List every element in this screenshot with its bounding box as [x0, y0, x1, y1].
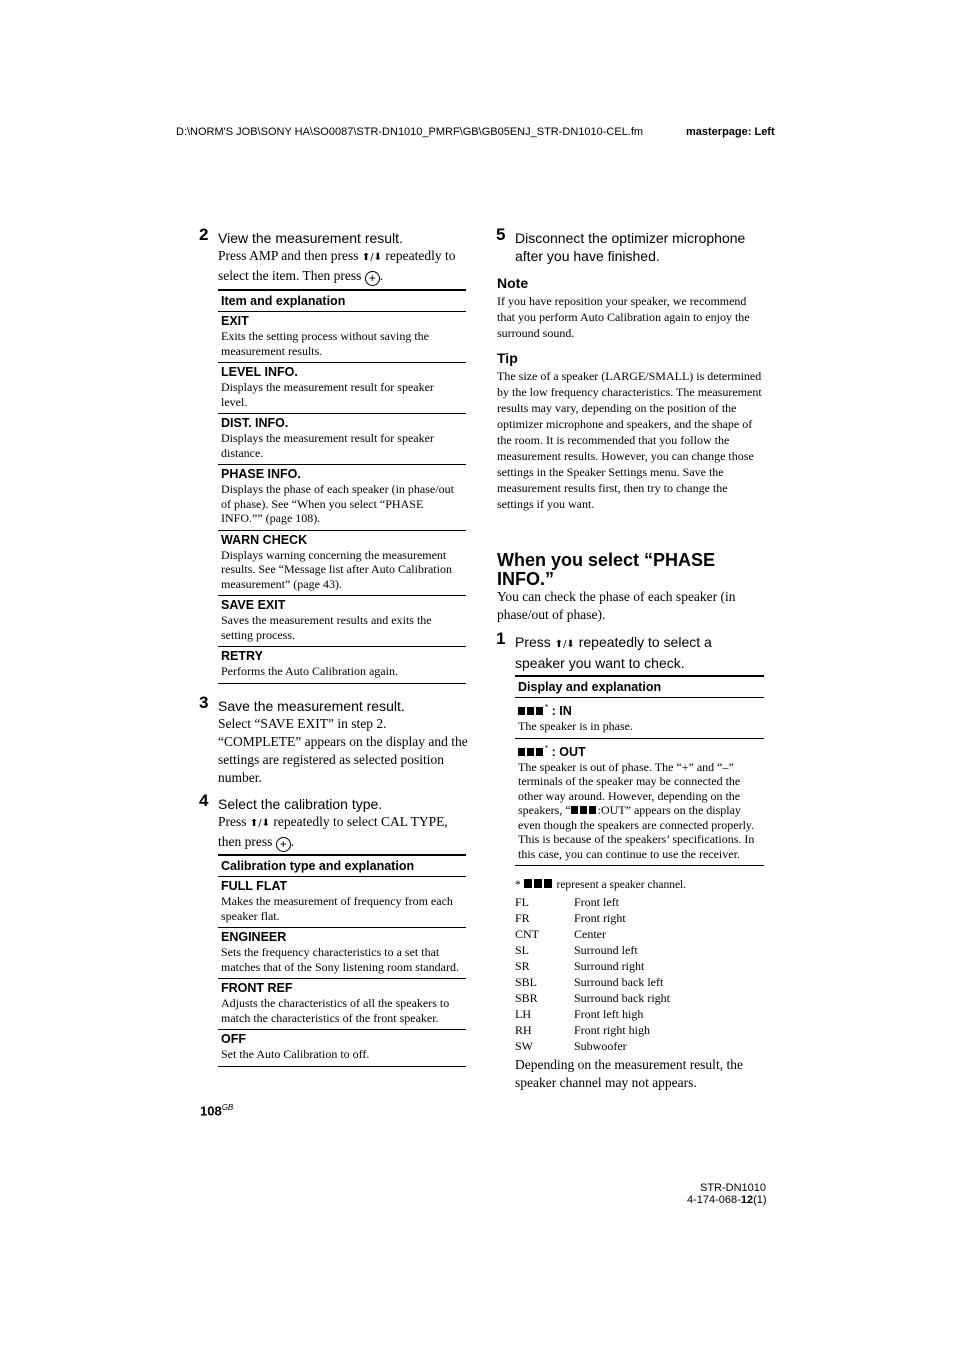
step-number: 3 [199, 693, 209, 712]
channel-name: Surround back right [574, 991, 670, 1005]
item-description: Sets the frequency characteristics to a set that matches that of the Sony listening room standard. [221, 945, 459, 974]
plus-circle-icon: + [276, 837, 291, 852]
item-explanation-table [218, 289, 466, 684]
channel-squares-icon [571, 803, 598, 817]
item-description: Displays the measurement result for speaker distance. [221, 431, 434, 460]
table-header: Display and explanation [515, 676, 764, 698]
step-5-title: 5 Disconnect the optimizer microphone after you have finished. [496, 225, 746, 264]
table-row [218, 596, 466, 647]
row-label-out: * : OUT [518, 741, 761, 760]
table-row [218, 312, 466, 363]
table-row [218, 647, 466, 684]
channel-name: Surround back left [574, 975, 664, 989]
up-down-arrow-icon: ⬆/⬇ [249, 818, 271, 829]
step-4-text: Press ⬆/⬇ repeatedly to select CAL TYPE, then press + . [218, 814, 448, 851]
phase-step-1: 1 Press ⬆/⬇ repeatedly to select a speaker you want to check. [496, 629, 712, 671]
item-name: FULL FLAT [221, 879, 288, 893]
masterpage-label: masterpage: Left [686, 126, 775, 138]
tip-heading: Tip [497, 350, 518, 366]
channel-abbr: LH [515, 1007, 531, 1021]
channel-abbr: CNT [515, 927, 539, 941]
up-down-arrow-icon: ⬆/⬇ [361, 252, 383, 263]
row-desc: The speaker is out of phase. The “+” and “–” terminals of the speaker may be connected the other way around. However, depending on the speakers, “ :OUT” appears on the display even though the speakers are connected properly. This is because of the speakers’ specifications. In this case, you can continue to use the receiver. [518, 759, 755, 861]
step-2-title: 2 View the measurement result. [199, 225, 403, 246]
row-label-in: * : IN [518, 700, 761, 719]
channel-name: Center [574, 927, 606, 941]
table-row [515, 738, 764, 866]
table-header: Item and explanation [218, 290, 466, 312]
item-name: LEVEL INFO. [221, 365, 298, 379]
table-row [218, 1030, 466, 1067]
legend-row [515, 1007, 755, 1023]
channel-name: Surround left [574, 943, 638, 957]
legend-row [515, 959, 755, 975]
phase-intro: You can check the phase of each speaker (in phase/out of phase). [497, 589, 736, 622]
item-description: Set the Auto Calibration to off. [221, 1047, 370, 1061]
table-row [218, 465, 466, 531]
channel-name: Front left high [574, 1007, 644, 1021]
step-number: 5 [496, 225, 506, 244]
item-name: SAVE EXIT [221, 598, 286, 612]
legend-row [515, 911, 755, 927]
item-name: EXIT [221, 314, 249, 328]
table-row [218, 530, 466, 596]
step-number: 2 [199, 225, 209, 244]
item-description: Saves the measurement results and exits the setting process. [221, 613, 432, 642]
legend-row [515, 991, 755, 1007]
file-path-header: D:\NORM'S JOB\SONY HA\SO0087\STR-DN1010_PMRF\GB\GB05ENJ_STR-DN1010-CEL.fm [176, 126, 644, 138]
channel-name: Front left [574, 895, 619, 909]
channel-legend [515, 895, 755, 1057]
channel-name: Front right [574, 911, 626, 925]
tip-text: The size of a speaker (LARGE/SMALL) is determined by the low frequency characteristics. The measurement results may vary, depending on the position of the optimizer microphone and speakers, and the shape of the room. It is recommended that you follow the measurement results. However, you can change those settings in the Speaker Settings menu. Save the measurement results first, then try to change the settings if you want. [497, 369, 762, 511]
table-header: Calibration type and explanation [218, 855, 466, 877]
legend-row [515, 1039, 755, 1055]
table-row [515, 698, 764, 739]
legend-row [515, 927, 755, 943]
item-name: DIST. INFO. [221, 416, 289, 430]
footnote: * represent a speaker channel. [515, 879, 687, 891]
step-2-text: Press AMP and then press ⬆/⬇ repeatedly to select the item. Then press + . [218, 248, 456, 285]
channel-name: Front right high [574, 1023, 651, 1037]
section-heading: When you select “PHASE INFO.” [497, 550, 716, 589]
channel-abbr: RH [515, 1023, 532, 1037]
calibration-type-table [218, 854, 466, 1067]
legend-row [515, 975, 755, 991]
closing-text: Depending on the measurement result, the speaker channel may not appears. [515, 1057, 743, 1090]
item-name: ENGINEER [221, 930, 287, 944]
channel-abbr: FR [515, 911, 530, 925]
channel-squares-icon [524, 879, 554, 891]
step-number: 4 [199, 791, 209, 810]
legend-row [515, 895, 755, 911]
item-description: Exits the setting process without saving the measurement results. [221, 329, 429, 358]
legend-row [515, 1023, 755, 1039]
table-row [218, 363, 466, 414]
channel-name: Subwoofer [574, 1039, 627, 1053]
step-4-title: 4 Select the calibration type. [199, 791, 383, 812]
table-row [218, 414, 466, 465]
row-desc: The speaker is in phase. [518, 719, 633, 734]
table-row [218, 979, 466, 1030]
item-name: OFF [221, 1032, 246, 1046]
step-3-text: Select “SAVE EXIT” in step 2. “COMPLETE” appears on the display and the settings are registered as selected position number. [218, 716, 468, 785]
channel-abbr: SBR [515, 991, 538, 1005]
channel-abbr: SL [515, 943, 530, 957]
item-name: WARN CHECK [221, 532, 308, 547]
item-description: Displays the phase of each speaker (in phase/out of phase). See “When you select “PHASE INFO.”” (page 108). [221, 482, 454, 525]
channel-abbr: FL [515, 895, 530, 909]
channel-squares-icon [518, 704, 545, 718]
note-heading: Note [497, 275, 529, 291]
item-description: Makes the measurement of frequency from each speaker flat. [221, 894, 453, 923]
channel-abbr: SR [515, 959, 530, 973]
item-description: Displays the measurement result for speaker level. [221, 380, 434, 409]
item-name: RETRY [221, 649, 263, 663]
item-name: FRONT REF [221, 981, 293, 995]
document-code: 4-174-068-12(1) [687, 1194, 767, 1206]
legend-row [515, 943, 755, 959]
up-down-arrow-icon: ⬆/⬇ [554, 639, 575, 650]
plus-circle-icon: + [365, 271, 380, 286]
channel-squares-icon [518, 745, 545, 759]
table-row [218, 928, 466, 979]
item-description: Adjusts the characteristics of all the speakers to match the characteristics of the front speaker. [221, 996, 450, 1025]
step-number: 1 [496, 629, 506, 648]
channel-name: Surround right [574, 959, 645, 973]
step-3-title: 3 Save the measurement result. [199, 693, 405, 714]
model-number: STR-DN1010 [700, 1182, 767, 1194]
item-name: PHASE INFO. [221, 467, 301, 481]
display-explanation-table [515, 675, 764, 866]
channel-abbr: SW [515, 1039, 533, 1053]
page-number: $108^{GB}$ [200, 1103, 234, 1119]
item-description: Displays warning concerning the measurement results. See “Message list after Auto Calibration measurement” (page 43). [221, 547, 452, 591]
item-description: Performs the Auto Calibration again. [221, 664, 398, 678]
note-text: If you have reposition your speaker, we recommend that you perform Auto Calibration again to enjoy the surround sound. [497, 294, 750, 340]
channel-abbr: SBL [515, 975, 538, 989]
table-row [218, 877, 466, 928]
